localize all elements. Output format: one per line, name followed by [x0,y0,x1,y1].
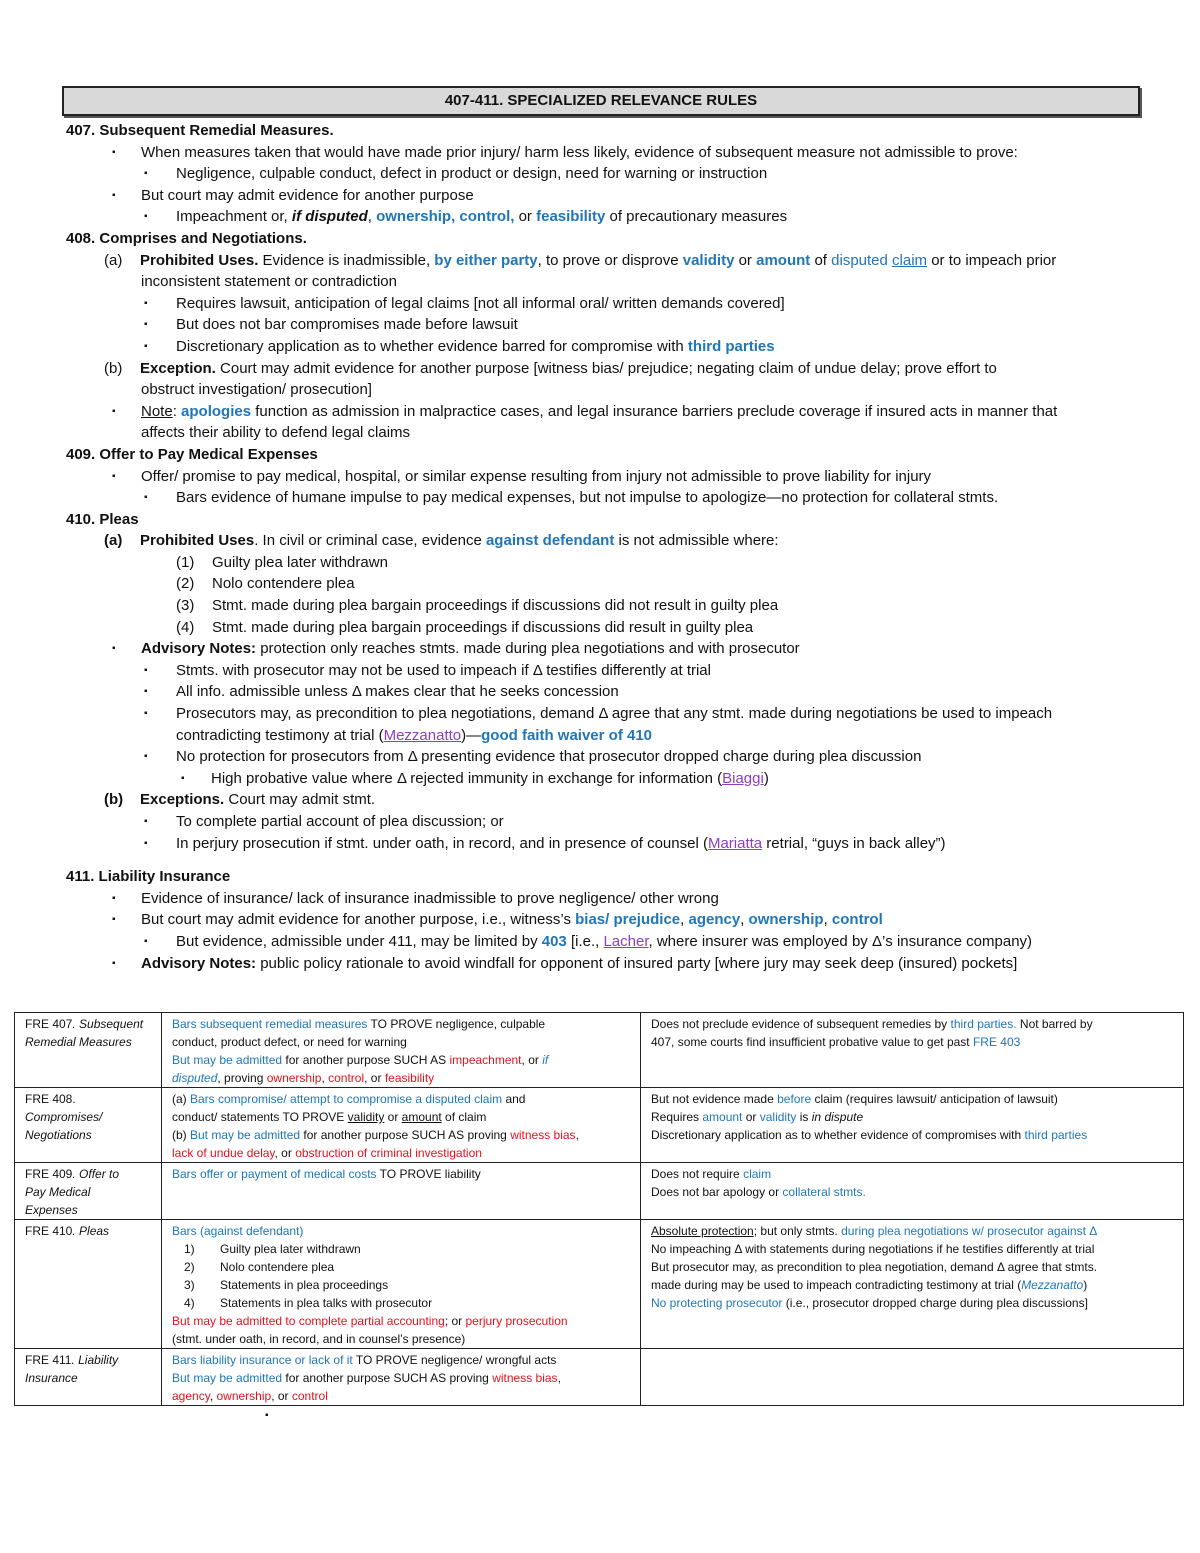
bullet-icon: ▪ [144,297,148,309]
table-cell: Bars (against defendant) 1) Guilty plea later withdrawn 2) Nolo contendere plea 3) Statements in plea proceedings 4) Statements in plea talks with prosecutor But may be admitted to complete partial accounting; or perjury prosecution (stmt. under oath, in record, and in counsel’s presence) [162,1220,641,1349]
list-item: ▪ When measures taken that would have made prior injury/ harm less likely, evidence of subsequent measure not admissible to prove: [66,142,1146,164]
list-item-continuation: inconsistent statement or contradiction [141,273,397,291]
list-item: (b) Exceptions. Court may admit stmt. [104,791,376,809]
bullet-icon: ▪ [144,168,148,180]
list-item: ▪ But evidence, admissible under 411, may be limited by 403 [i.e., Lacher, where insurer was employed by Δ’s insurance company) [66,931,1146,953]
list-item: ▪ But court may admit evidence for another purpose, i.e., witness’s bias/ prejudice, agency, ownership, control [66,909,1146,931]
list-item: ▪ To complete partial account of plea discussion; or [66,811,1146,833]
table-cell: Does not require claim Does not bar apology or collateral stmts. [641,1163,1184,1220]
numbered-item: (1) Guilty plea later withdrawn [176,553,388,571]
bullet-icon: ▪ [144,664,148,676]
bullet-icon: ▪ [144,708,148,720]
numbered-item: (3) Stmt. made during plea bargain proceedings if discussions did not result in guilty plea [176,597,779,615]
list-item: ▪ No protection for prosecutors from Δ presenting evidence that prosecutor dropped charge during plea discussion [66,746,1146,768]
table-cell: FRE 409. Offer to Pay Medical Expenses [15,1163,162,1220]
bullet-icon: ▪ [265,1410,269,1421]
table-cell: Bars offer or payment of medical costs TO PROVE liability [162,1163,641,1220]
bullet-icon: ▪ [112,189,116,201]
table-cell: FRE 411. Liability Insurance [15,1349,162,1406]
case-link[interactable]: Biaggi [722,769,764,787]
numbered-item: (4) Stmt. made during plea bargain proceedings if discussions did result in guilty plea [176,618,754,636]
bullet-icon: ▪ [144,340,148,352]
heading-408: 408. Comprises and Negotiations. [66,229,307,247]
list-item: (a) Prohibited Uses. In civil or criminal case, evidence against defendant is not admissible where: [104,532,779,550]
heading-409: 409. Offer to Pay Medical Expenses [66,445,318,463]
bullet-icon: ▪ [144,816,148,827]
page-title: 407-411. SPECIALIZED RELEVANCE RULES [62,86,1140,116]
heading-410: 410. Pleas [66,510,139,528]
table-cell: Bars liability insurance or lack of it TO PROVE negligence/ wrongful acts But may be admitted for another purpose SUCH AS proving witness bias, agency, ownership, or control [162,1349,641,1406]
bullet-icon: ▪ [112,914,116,926]
list-item: ▪ Prosecutors may, as precondition to plea negotiations, demand Δ agree that any stmt. made during negotiations be used to impeach [66,703,1146,725]
bullet-icon: ▪ [144,935,148,947]
numbered-item: (2) Nolo contendere plea [176,575,355,593]
list-item: ▪ Stmts. with prosecutor may not be used to impeach if Δ testifies differently at trial [66,660,1146,682]
table-cell: FRE 407. Subsequent Remedial Measures [15,1013,162,1088]
list-item: ▪ Discretionary application as to whether evidence barred for compromise with third parties [66,336,1146,358]
case-link[interactable]: Lacher [603,932,649,950]
list-item: ▪ All info. admissible unless Δ makes clear that he seeks concession [66,681,1146,703]
list-item-continuation: affects their ability to defend legal claims [141,424,411,442]
list-item: ▪ Bars evidence of humane impulse to pay medical expenses, but not impulse to apologize—no protection for collateral stmts. [66,487,1146,509]
bullet-icon: ▪ [112,405,116,417]
list-item: ▪ But court may admit evidence for another purpose [66,185,1146,207]
table-row [15,1088,1184,1163]
table-cell: Bars subsequent remedial measures TO PROVE negligence, culpable conduct, product defect, or need for warning But may be admitted for another purpose SUCH AS impeachment, or if disputed, proving ownership, control, or feasibility [162,1013,641,1088]
heading-407: 407. Subsequent Remedial Measures. [66,122,334,139]
table-row [15,1349,1184,1406]
bullet-icon: ▪ [112,470,116,482]
table-row [15,1163,1184,1220]
bullet-icon: ▪ [181,772,185,784]
bullet-icon: ▪ [144,837,148,849]
outline-notes [66,120,1146,974]
list-item: ▪ Advisory Notes: public policy rationale to avoid windfall for opponent of insured party [where jury may seek deep (insured) pockets] [66,953,1146,975]
list-item: ▪ Negligence, culpable conduct, defect in product or design, need for warning or instruction [66,163,1146,185]
bullet-icon: ▪ [112,892,116,904]
table-row [15,1013,1184,1088]
list-item: (b) Exception. Court may admit evidence for another purpose [witness bias/ prejudice; negating claim of undue delay; prove effort to [104,359,997,377]
list-item: ▪ Offer/ promise to pay medical, hospital, or similar expense resulting from injury not admissible to prove liability for injury [66,466,1146,488]
case-link[interactable]: Mariatta [707,834,763,852]
bullet-icon: ▪ [144,751,148,763]
table-cell: Absolute protection; but only stmts. during plea negotiations w/ prosecutor against Δ No impeaching Δ with statements during negotiations if he testifies differently at trial But prosecutor may, as precondition to plea negotiation, demand Δ agree that stmts. made during may be used to impeach contradicting testimony at trial (Mezzanatto) No protecting prosecutor (i.e., prosecutor dropped charge during plea discussions] [641,1220,1184,1349]
list-item-continuation: obstruct investigation/ prosecution] [141,381,372,399]
table-cell [641,1349,1184,1406]
table-cell: FRE 408. Compromises/ Negotiations [15,1088,162,1163]
bullet-icon: ▪ [144,492,148,504]
list-item: ▪ Evidence of insurance/ lack of insurance inadmissible to prove negligence/ other wrong [66,888,1146,910]
list-item-continuation: contradicting testimony at trial (Mezzanatto)—good faith waiver of 410 [176,726,653,744]
list-item: ▪ Note: apologies function as admission in malpractice cases, and legal insurance barriers preclude coverage if insured acts in manner that [66,401,1146,423]
table-cell: But not evidence made before claim (requires lawsuit/ anticipation of lawsuit) Requires amount or validity is in dispute Discretionary application as to whether evidence of compromises with third parties [641,1088,1184,1163]
list-item: (a) Prohibited Uses. Evidence is inadmissible, by either party, to prove or disprove validity or amount of disputed claim or to impeach prior [104,251,1057,269]
list-item: ▪ Requires lawsuit, anticipation of legal claims [not all informal oral/ written demands covered] [66,293,1146,315]
list-item: ▪ But does not bar compromises made before lawsuit [66,314,1146,336]
list-item: ▪ Advisory Notes: protection only reaches stmts. made during plea negotiations and with prosecutor [66,638,1146,660]
table-cell: Does not preclude evidence of subsequent remedies by third parties. Not barred by 407, some courts find insufficient probative value to get past FRE 403 [641,1013,1184,1088]
case-link[interactable]: Mezzanatto [383,726,462,744]
bullet-icon: ▪ [112,146,116,158]
list-item: ▪ In perjury prosecution if stmt. under oath, in record, and in presence of counsel (Mariatta retrial, “guys in back alley”) [66,833,1146,855]
list-item: ▪ Impeachment or, if disputed, ownership, control, or feasibility of precautionary measures [66,206,1146,228]
bullet-icon: ▪ [112,957,116,969]
table-cell: (a) Bars compromise/ attempt to compromise a disputed claim and conduct/ statements TO PROVE validity or amount of claim (b) But may be admitted for another purpose SUCH AS proving witness bias, lack of undue delay, or obstruction of criminal investigation [162,1088,641,1163]
bullet-icon: ▪ [144,686,148,698]
table-cell: FRE 410. Pleas [15,1220,162,1349]
bullet-icon: ▪ [144,319,148,331]
summary-table [14,1012,1184,1406]
bullet-icon: ▪ [112,643,116,655]
list-item: ▪ High probative value where Δ rejected immunity in exchange for information (Biaggi) [66,768,1146,790]
bullet-icon: ▪ [144,211,148,223]
heading-411: 411. Liability Insurance [66,868,231,886]
table-row [15,1220,1184,1349]
